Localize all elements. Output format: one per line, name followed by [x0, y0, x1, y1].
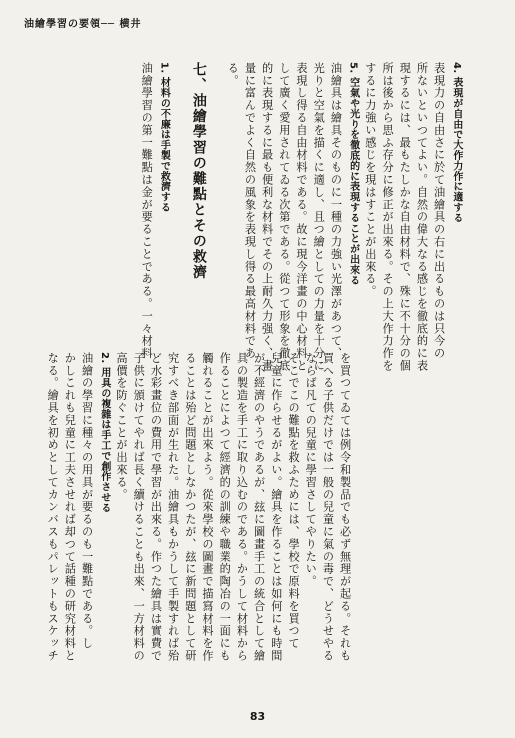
text-column: して廣く愛用されてゐる次第である。從つて形象を徹底	[277, 62, 291, 372]
text-column: なる。繪具を初めとしてカンバスもパレットもスケッチ	[46, 352, 60, 662]
text-column: 觸れることが出來よう。從來學校の圖畫で描寫材料を作	[201, 352, 215, 662]
text-column: 光りと空氣を描くに適し、且つ繪としての力量を十分に	[312, 62, 326, 372]
text-column: 子供に頒けてやれば長く續けることも出來、一方材料の	[132, 352, 146, 662]
text-column: 買へる子供だけでは一般の兒童に氣の毒で、どうせやる	[321, 352, 335, 662]
text-column: 量に富んでよく自然の風象を表現し得る最高材料であ	[243, 62, 257, 360]
column-spacer	[207, 62, 224, 348]
text-column: するに力強い感じを現はすことが出來る。	[363, 62, 377, 298]
text-column: かしこれも兒童に工夫させれば却つて話種の研究材料と	[63, 352, 77, 662]
text-column: が不經濟のやうであるが、玆に圖畫手工の統合として繪	[252, 352, 266, 662]
text-column: ならば凡ての兒童に學習さしてやりたい。	[304, 352, 318, 588]
text-column: 所ないといつてよい。自然の偉大なる感じを徹底的に表	[415, 62, 429, 372]
text-column: 兒童に作らせるがよい。繪具を作ることは如何にも時間	[269, 352, 283, 662]
text-column: 現するには、最もたしかな自由材料で、殊に不十分の個	[398, 62, 412, 372]
chapter-title: 七、油繪學習の難點とその救濟	[190, 62, 207, 281]
text-column: 作ることによつて經濟的の訓練や職業的陶冶の一面にも	[218, 352, 232, 662]
page-number: 83	[249, 710, 266, 723]
column-spacer	[172, 62, 189, 348]
text-column: 具の製造を手工に取り込むのである。かうして材料から	[235, 352, 249, 662]
text-column: 油繪具は繪具そのものに一種の力強い光澤があつて、	[329, 62, 343, 360]
section-heading: 1. 材料の不廉は手製で救濟する	[158, 62, 170, 213]
text-column: 高價を防ぐことが出來る。	[115, 352, 129, 501]
upper-text-block	[138, 62, 465, 372]
text-column: る。	[226, 62, 240, 87]
text-column: 油繪の學習に種々の用具が要るのも一難點である。し	[80, 352, 94, 650]
section-heading: 5. 空氣や光りを徹底的に表現することが出來る	[347, 62, 359, 286]
text-column: 油繪學習の第一難點は金が要ることである。一々材料	[140, 62, 154, 360]
text-column: ることは殆ど問題としなかつたが、玆に新問題として研	[183, 352, 197, 662]
text-column: 所は後から思ふ存分に修正が出來る。その上大作力作を	[381, 62, 395, 372]
text-column: 表現力の自由さに於て油繪具の右に出るものは只今の	[432, 62, 446, 360]
text-column: ど水彩畫位の費用で學習が出來る。作つた繪具は實費で	[149, 352, 163, 662]
text-column: そこでこの難點を救ふためには、學校で原料を買つて	[287, 352, 301, 650]
lower-text-block	[44, 352, 354, 678]
section-heading: 2. 用具の複雜は手工で創作させる	[98, 352, 110, 514]
section-heading: 4. 表現が自由で大作力作に適する	[450, 62, 462, 224]
running-head: 油繪學習の要領── 横井	[24, 19, 142, 30]
text-column: 的に表現するに最も便利な材料でその上耐久力强く、畫	[260, 62, 274, 372]
text-column: を買つてゐては例令和製品でも必ず無理が起る。それも	[338, 352, 352, 662]
text-column: 表現し得る自由材料である。故に現今洋畫の中心材料と	[295, 62, 309, 372]
text-column: 究すべき部面が生れた。油繪具もかうして手製すれば殆	[166, 352, 180, 662]
